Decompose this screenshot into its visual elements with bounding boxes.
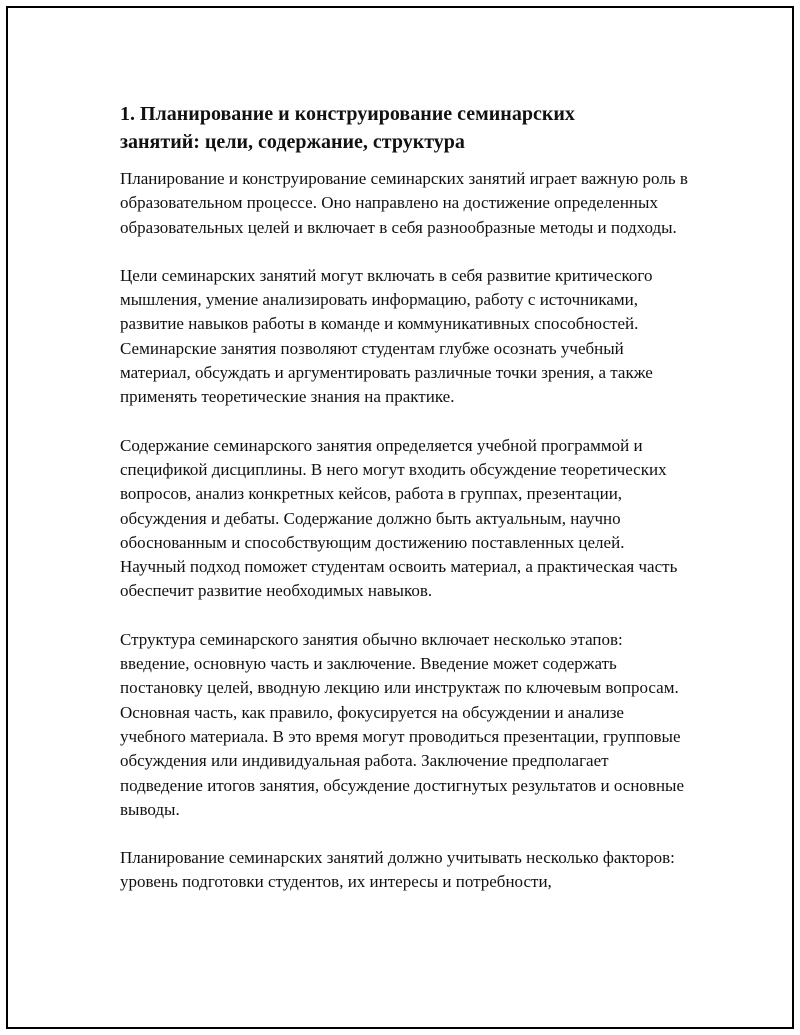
paragraph-goals: Цели семинарских занятий могут включать в себя развитие критического мышления, умение анализировать информацию, работу с источниками, развитие навыков работы в команде и коммуникативных способностей. Семинарские занятия позволяют студентам глубже осознать учебный материал, обсуждать и аргументировать различные точки зрения, а также применять теоретические знания на практике. [120, 265, 653, 407]
paragraph-planning-factors: Планирование семинарских занятий должно учитывать несколько факторов: уровень подготовки студентов, их интересы и потребности, [120, 848, 675, 892]
page-frame [6, 6, 794, 1029]
paragraph-content: Содержание семинарского занятия определяется учебной программой и спецификой дисциплины. В него могут входить обсуждение теоретических вопросов, анализ конкретных кейсов, работа в группах, презентации, обсуждения и дебаты. Содержание должно быть актуальным, научно обоснованным и способствующим достижению поставленных целей. Научный подход поможет студентам освоить материал, а практическая часть обеспечит развитие необходимых навыков. [120, 435, 678, 601]
section-heading: 1. Планирование и конструирование семинарских занятий: цели, содержание, структура [120, 103, 575, 153]
paragraph-structure: Структура семинарского занятия обычно включает несколько этапов: введение, основную часть и заключение. Введение может содержать постановку целей, вводную лекцию или инструктаж по ключевым вопросам. Основная часть, как правило, фокусируется на обсуждении и анализе учебного материала. В это время могут проводиться презентации, групповые обсуждения или индивидуальная работа. Заключение предполагает подведение итогов занятия, обсуждение достигнутых результатов и основные выводы. [120, 629, 685, 819]
document-body [120, 100, 690, 919]
paragraph-introduction: Планирование и конструирование семинарских занятий играет важную роль в образовательном процессе. Оно направлено на достижение определенных образовательных целей и включает в себя разнообразные методы и подходы. [120, 169, 688, 237]
